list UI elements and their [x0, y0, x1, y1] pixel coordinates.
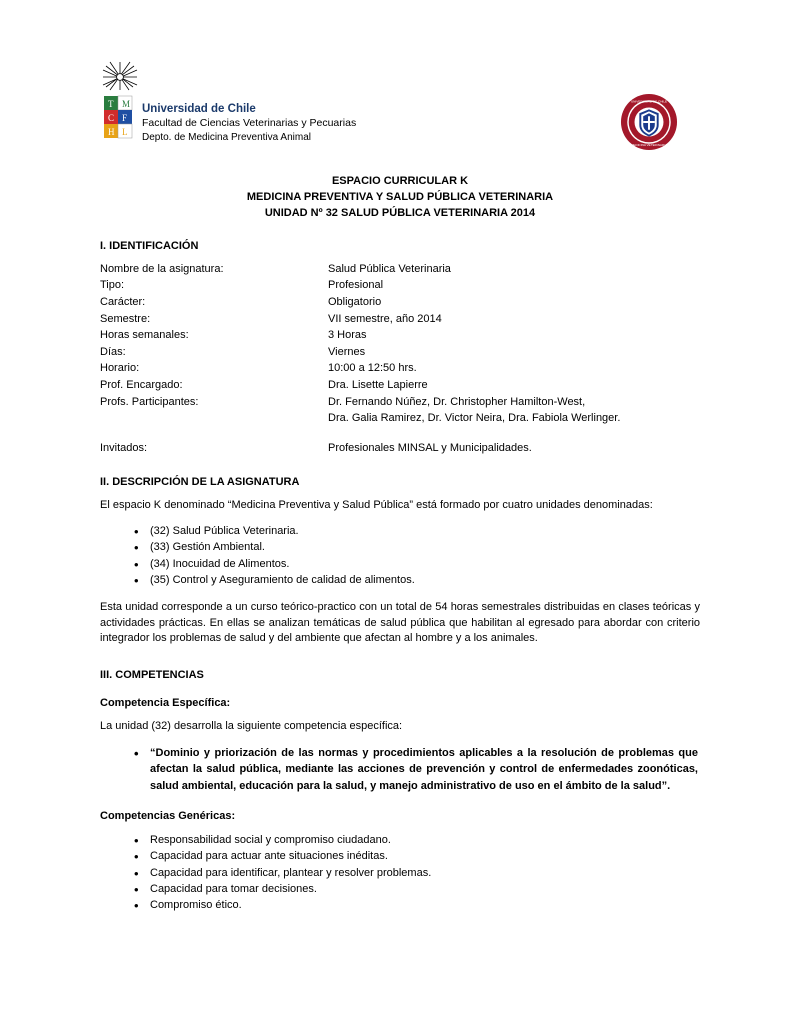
table-row — [100, 278, 700, 295]
svg-text:F: F — [122, 113, 128, 123]
list-item: • (34) Inocuidad de Alimentos. — [150, 556, 700, 572]
field-label — [100, 411, 328, 428]
document-title — [100, 174, 700, 222]
field-label: Invitados: — [100, 441, 148, 454]
svg-text:T: T — [108, 99, 114, 109]
svg-text:H: H — [108, 127, 115, 137]
university-name: Universidad de Chile — [142, 103, 256, 115]
list-item: • Capacidad para actuar ante situaciones inéditas. — [150, 848, 700, 864]
field-label: Carácter: — [100, 296, 146, 309]
list-item: • (35) Control y Aseguramiento de calidad de alimentos. — [150, 572, 700, 588]
table-row — [100, 312, 700, 329]
field-value: VII semestre, año 2014 — [328, 312, 442, 325]
title-line-2: MEDICINA PREVENTIVA Y SALUD PÚBLICA VETERINARIA — [246, 190, 554, 203]
title-line-3: UNIDAD Nº 32 SALUD PÚBLICA VETERINARIA 2014 — [264, 206, 536, 219]
descripcion-body: Esta unidad corresponde a un curso teórico-practico con un total de 54 horas semestrales distribuidas en clases teóricas y actividades prácticas. En ellas se analizan temáticas de salud pública que habilitan al egresado para abordar con criterio integrador los problemas de salud y del ambiente que afectan al hombre y a los animales. — [100, 601, 700, 645]
field-label: Semestre: — [100, 312, 151, 325]
table-row — [100, 441, 700, 458]
subheading-competencia-especifica: Competencia Específica: — [100, 697, 231, 710]
document-content — [100, 60, 700, 915]
field-value: Obligatorio — [328, 296, 382, 309]
field-value: 3 Horas — [328, 329, 367, 342]
field-value: Viernes — [328, 345, 366, 358]
header-institution-block — [142, 102, 356, 144]
svg-text:UNIVERSIDAD DE CHILE: UNIVERSIDAD DE CHILE — [630, 99, 668, 104]
competencias-genericas-list — [100, 832, 700, 913]
field-label: Profs. Participantes: — [100, 395, 199, 408]
svg-text:M: M — [122, 99, 131, 109]
table-row — [100, 262, 700, 279]
title-line-1: ESPACIO CURRICULAR K — [331, 175, 469, 187]
field-value: Profesionales MINSAL y Municipalidades. — [328, 441, 532, 454]
descripcion-intro: El espacio K denominado “Medicina Preventiva y Salud Pública” está formado por cuatro unidades denominadas: — [100, 498, 653, 511]
list-item: • Capacidad para tomar decisiones. — [150, 881, 700, 897]
table-row — [100, 378, 700, 395]
section-heading-identificacion: I. IDENTIFICACIÓN — [100, 239, 199, 252]
section-heading-descripcion: II. DESCRIPCIÓN DE LA ASIGNATURA — [100, 475, 300, 488]
list-item: • Responsabilidad social y compromiso ciudadano. — [150, 832, 700, 848]
list-item: • (33) Gestión Ambiental. — [150, 539, 700, 555]
identification-table — [100, 262, 700, 458]
field-label: Nombre de la asignatura: — [100, 262, 224, 275]
field-label: Prof. Encargado: — [100, 379, 183, 392]
list-item: • Capacidad para identificar, plantear y resolver problemas. — [150, 865, 700, 881]
list-item: • (32) Salud Pública Veterinaria. — [150, 523, 700, 539]
facultad-veterinaria-seal — [620, 93, 678, 151]
svg-text:C: C — [108, 113, 115, 123]
faculty-name: Facultad de Ciencias Veterinarias y Pecuarias — [142, 117, 357, 130]
field-label: Horas semanales: — [100, 329, 189, 342]
table-row — [100, 345, 700, 362]
svg-text:L: L — [122, 127, 128, 137]
competencia-especifica-intro: La unidad (32) desarrolla la siguiente competencia específica: — [100, 720, 403, 733]
subheading-competencias-genericas: Competencias Genéricas: — [100, 810, 236, 823]
list-item: • “Dominio y priorización de las normas y procedimientos aplicables a la resolución de problemas que afectan la salud pública, mediante las acciones de prevención y control de enfermedades zoonóticas, salud ambiental, educación para la salud, y manejo administrativo de uso en el ámbito de la salud”. — [150, 745, 700, 795]
field-value: Salud Pública Veterinaria — [328, 262, 451, 275]
table-row — [100, 295, 700, 312]
field-value: Dra. Galia Ramirez, Dr. Victor Neira, Dra. Fabiola Werlinger. — [328, 412, 621, 425]
field-value: Profesional — [328, 279, 384, 292]
table-row — [100, 361, 700, 378]
list-item: • Compromiso ético. — [150, 897, 700, 913]
svg-text:MEDICINA VETERINARIA: MEDICINA VETERINARIA — [630, 143, 668, 148]
table-row — [100, 328, 700, 345]
field-value: 10:00 a 12:50 hrs. — [328, 362, 417, 375]
document-header — [100, 60, 700, 160]
section-heading-competencias: III. COMPETENCIAS — [100, 669, 204, 682]
field-label: Tipo: — [100, 279, 125, 292]
competencia-especifica-list — [100, 745, 700, 795]
field-value: Dr. Fernando Núñez, Dr. Christopher Hamilton-West, — [328, 395, 586, 408]
department-name: Depto. de Medicina Preventiva Animal — [142, 132, 311, 144]
table-spacer-row — [100, 428, 700, 441]
field-label: Días: — [100, 345, 126, 358]
table-row — [100, 395, 700, 412]
field-value: Dra. Lisette Lapierre — [328, 379, 428, 392]
table-row — [100, 411, 700, 428]
unidades-list — [100, 523, 700, 588]
universidad-de-chile-logo — [100, 60, 140, 145]
field-label: Horario: — [100, 362, 140, 375]
